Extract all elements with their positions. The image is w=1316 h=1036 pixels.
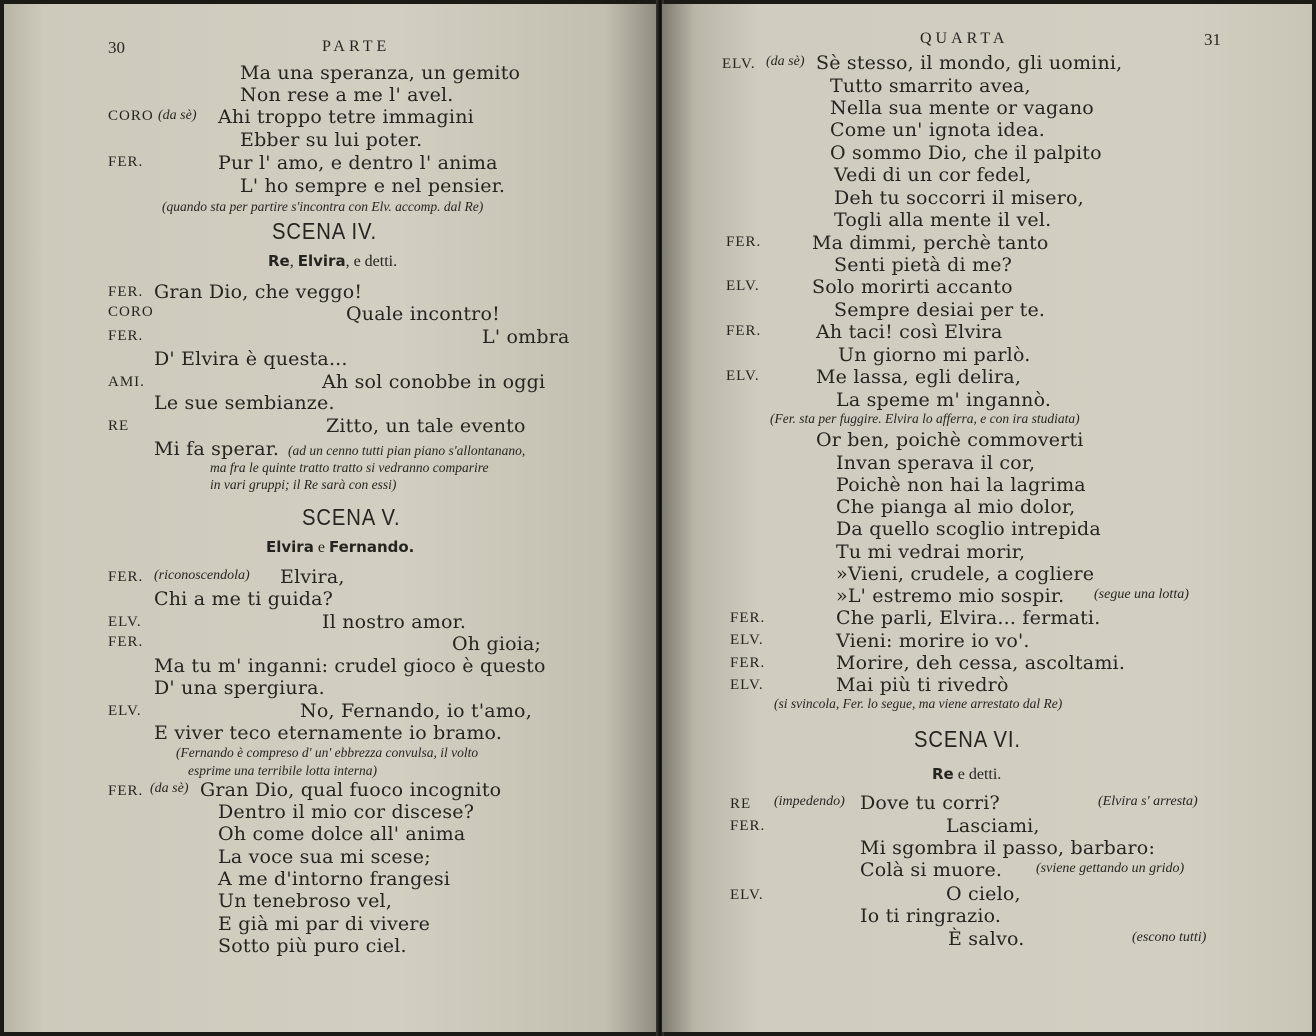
verse-line: Quale incontro! [346,303,500,325]
verse-line: Dove tu corri? [860,792,1000,814]
verse-line: L' ho sempre e nel pensier. [240,175,506,197]
stage-direction: (da sè) [158,108,197,123]
stage-direction: ma fra le quinte tratto tratto si vedranno comparire [210,460,489,475]
verse-line: Mai più ti rivedrò [836,674,1009,696]
verse-line: Che parli, Elvira... fermati. [836,607,1101,629]
verse-line: Elvira, [280,566,345,588]
verse-line: Oh gioia; [452,633,542,655]
speaker-label: FER. [108,154,144,170]
verse-line: Mi fa sperar. [154,438,280,460]
stage-direction: (si svincola, Fer. lo segue, ma viene arrestato dal Re) [774,696,1063,711]
stage-direction: (da sè) [150,781,189,796]
right-page [662,4,1312,1032]
speaker-label: FER. [108,328,144,344]
speaker-label: ELV. [730,887,764,903]
speaker-label: ELV. [726,278,760,294]
verse-line: A me d'intorno frangesi [218,868,451,890]
stage-direction: in vari gruppi; il Re sarà con essi) [210,477,397,492]
verse-line: Oh come dolce all' anima [218,823,466,845]
verse-line: Ebber su lui poter. [240,129,423,151]
verse-line: Togli alla mente il vel. [834,209,1052,231]
speaker-label: ELV. [730,632,764,648]
verse-line: O sommo Dio, che il palpito [830,142,1102,164]
scene-cast: Re e detti. [932,765,1002,783]
verse-line: Un giorno mi parlò. [838,344,1031,366]
speaker-label: FER. [108,284,144,300]
verse-line: Senti pietà di me? [834,254,1013,276]
page-number: 30 [108,38,125,57]
verse-line: Le sue sembianze. [154,392,335,414]
stage-direction: (ad un cenno tutti pian piano s'allontanano, [288,443,526,458]
verse-line: Solo morirti accanto [812,276,1013,298]
left-page [4,4,658,1032]
verse-line: Ma una speranza, un gemito [240,62,521,84]
verse-line: Che pianga al mio dolor, [836,496,1076,518]
stage-direction: (Fernando è compreso d' un' ebbrezza convulsa, il volto [176,745,479,760]
scene-heading: SCENA IV. [272,218,378,244]
verse-line: Come un' ignota idea. [830,119,1045,141]
scene-cast: Re, Elvira, e detti. [268,252,398,270]
verse-line: La voce sua mi scese; [218,846,431,868]
verse-line: Ah taci! così Elvira [816,321,1003,343]
verse-line: Gran Dio, che veggo! [154,281,363,303]
verse-line: Tu mi vedrai morir, [836,541,1026,563]
stage-direction: (quando sta per partire s'incontra con Elv. accomp. dal Re) [162,199,484,214]
verse-line: Lasciami, [946,815,1040,837]
stage-direction: (riconoscendola) [154,568,250,583]
scene-cast: Elvira e Fernando. [266,538,415,556]
verse-line: Io ti ringrazio. [860,905,1002,927]
stage-direction: (escono tutti) [1132,930,1207,945]
verse-line: Vieni: morire io vo'. [836,630,1030,652]
speaker-label: ELV. [108,703,142,719]
verse-line: Il nostro amor. [322,611,467,633]
verse-line: Sempre desiai per te. [834,299,1046,321]
verse-line: E viver teco eternamente io bramo. [154,722,503,744]
speaker-label: FER. [726,323,762,339]
speaker-label: FER. [726,234,762,250]
verse-line: Tutto smarrito avea, [830,75,1031,97]
verse-line: O cielo, [946,883,1021,905]
verse-line: Or ben, poichè commoverti [816,429,1084,451]
verse-line: Vedi di un cor fedel, [834,164,1032,186]
verse-line: È salvo. [948,928,1025,950]
speaker-label: FER. [730,818,766,834]
verse-line: Sè stesso, il mondo, gli uomini, [816,52,1123,74]
speaker-label: RE [730,796,752,812]
stage-direction: (Fer. sta per fuggire. Elvira lo afferra, e con ira studiata) [770,411,1080,426]
running-head: PARTE [322,38,391,55]
verse-line: Morire, deh cessa, ascoltami. [836,652,1126,674]
speaker-label: ELV. [726,368,760,384]
stage-direction: esprime una terribile lotta interna) [188,763,377,778]
scene-heading: SCENA V. [302,504,401,530]
scene-heading: SCENA VI. [914,726,1021,752]
verse-line: Ahi troppo tetre immagini [218,106,474,128]
verse-line: »Vieni, crudele, a cogliere [836,563,1095,585]
verse-line: Non rese a me l' avel. [240,84,454,106]
verse-line: Deh tu soccorri il misero, [834,187,1084,209]
verse-line: Invan sperava il cor, [836,452,1036,474]
verse-line: Nella sua mente or vagano [830,97,1094,119]
speaker-label: AMI. [108,374,145,390]
stage-direction: (segue una lotta) [1094,587,1189,602]
speaker-label: FER. [730,655,766,671]
speaker-label: RE [108,418,130,434]
stage-direction: (da sè) [766,54,805,69]
speaker-label: CORO [108,108,154,124]
stage-direction: (Elvira s' arresta) [1098,794,1198,809]
verse-line: L' ombra [482,326,570,348]
verse-line: Sotto più puro ciel. [218,935,407,957]
verse-line: Dentro il mio cor discese? [218,801,475,823]
verse-line: Ma dimmi, perchè tanto [812,232,1049,254]
speaker-label: ELV. [108,614,142,630]
verse-line: E già mi par di vivere [218,913,431,935]
running-head: QUARTA [920,30,1009,47]
speaker-label: FER. [108,783,144,799]
stage-direction: (impedendo) [774,794,845,809]
verse-line: D' una spergiura. [154,677,325,699]
page-number: 31 [1204,30,1221,49]
verse-line: Ma tu m' inganni: crudel gioco è questo [154,655,546,677]
speaker-label: FER. [108,634,144,650]
speaker-label: ELV. [722,56,756,72]
verse-line: Ah sol conobbe in oggi [322,371,546,393]
verse-line: Colà si muore. [860,859,1003,881]
verse-line: Chi a me ti guida? [154,588,334,610]
verse-line: La speme m' ingannò. [836,389,1052,411]
speaker-label: CORO [108,304,154,320]
verse-line: Me lassa, egli delira, [816,366,1022,388]
verse-line: Gran Dio, qual fuoco incognito [200,779,502,801]
verse-line: Pur l' amo, e dentro l' anima [218,152,498,174]
stage-direction: (sviene gettando un grido) [1036,861,1185,876]
speaker-label: ELV. [730,677,764,693]
verse-line: Un tenebroso vel, [218,890,393,912]
speaker-label: FER. [108,569,144,585]
verse-line: Da quello scoglio intrepida [836,518,1101,540]
speaker-label: FER. [730,610,766,626]
verse-line: »L' estremo mio sospir. [836,585,1065,607]
verse-line: Zitto, un tale evento [326,415,526,437]
verse-line: D' Elvira è questa... [154,348,348,370]
verse-line: No, Fernando, io t'amo, [300,700,532,722]
verse-line: Mi sgombra il passo, barbaro: [860,837,1156,859]
verse-line: Poichè non hai la lagrima [836,474,1086,496]
